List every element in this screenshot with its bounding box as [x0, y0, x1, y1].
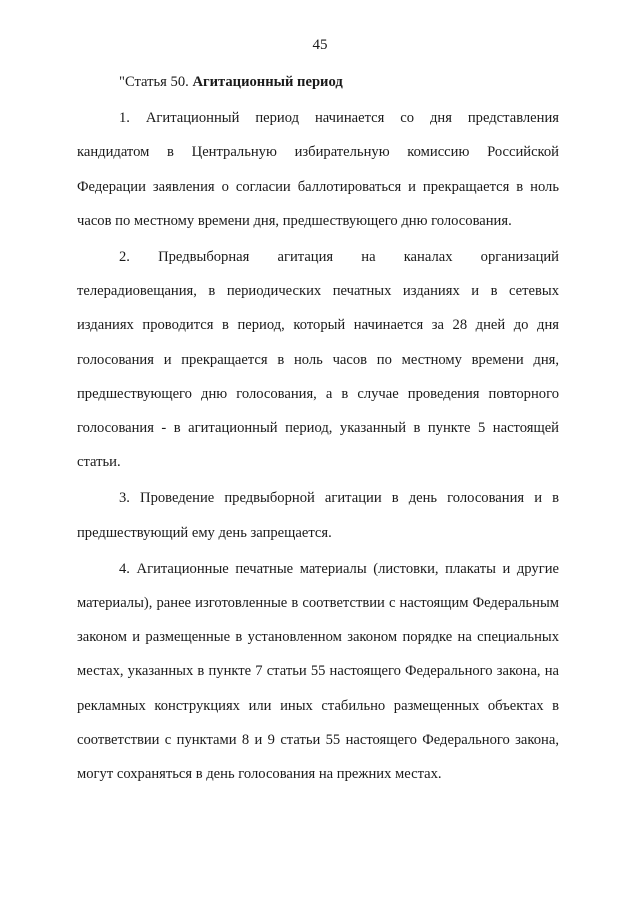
paragraph-1: 1. Агитационный период начинается со дня представления кандидатом в Центральную избирательную комиссию Российской Федерации заявления о согласии баллотироваться и прекращается в ноль часов по местному времени дня, предшествующего дню голосования. [77, 110, 559, 229]
paragraph-3: 3. Проведение предвыборной агитации в день голосования и в предшествующий ему день запрещается. [77, 490, 559, 541]
article-title [77, 65, 559, 99]
article-title-prefix: "Статья 50. [119, 74, 193, 90]
article-title-bold: Агитационный период [192, 74, 343, 90]
paragraph-2: 2. Предвыборная агитация на каналах организаций телерадиовещания, в периодических печатных изданиях и в сетевых изданиях проводится в период, который начинается за 28 дней до дня голосования и прекращается в ноль часов по местному времени дня, предшествующего дню голосования, а в случае проведения повторного голосования - в агитационный период, указанный в пункте 5 настоящей статьи. [77, 249, 559, 471]
page-number: 45 [312, 37, 328, 53]
paragraph-4: 4. Агитационные печатные материалы (листовки, плакаты и другие материалы), ранее изготовленные в соответствии с настоящим Федеральным законом и размещенные в установленном законом порядке на специальных местах, указанных в пункте 7 статьи 55 настоящего Федерального закона, на рекламных конструкциях или иных стабильно размещенных объектах в соответствии с пунктами 8 и 9 статьи 55 настоящего Федерального закона, могут сохраняться в день голосования на прежних местах. [77, 560, 559, 783]
article-body [77, 65, 559, 791]
